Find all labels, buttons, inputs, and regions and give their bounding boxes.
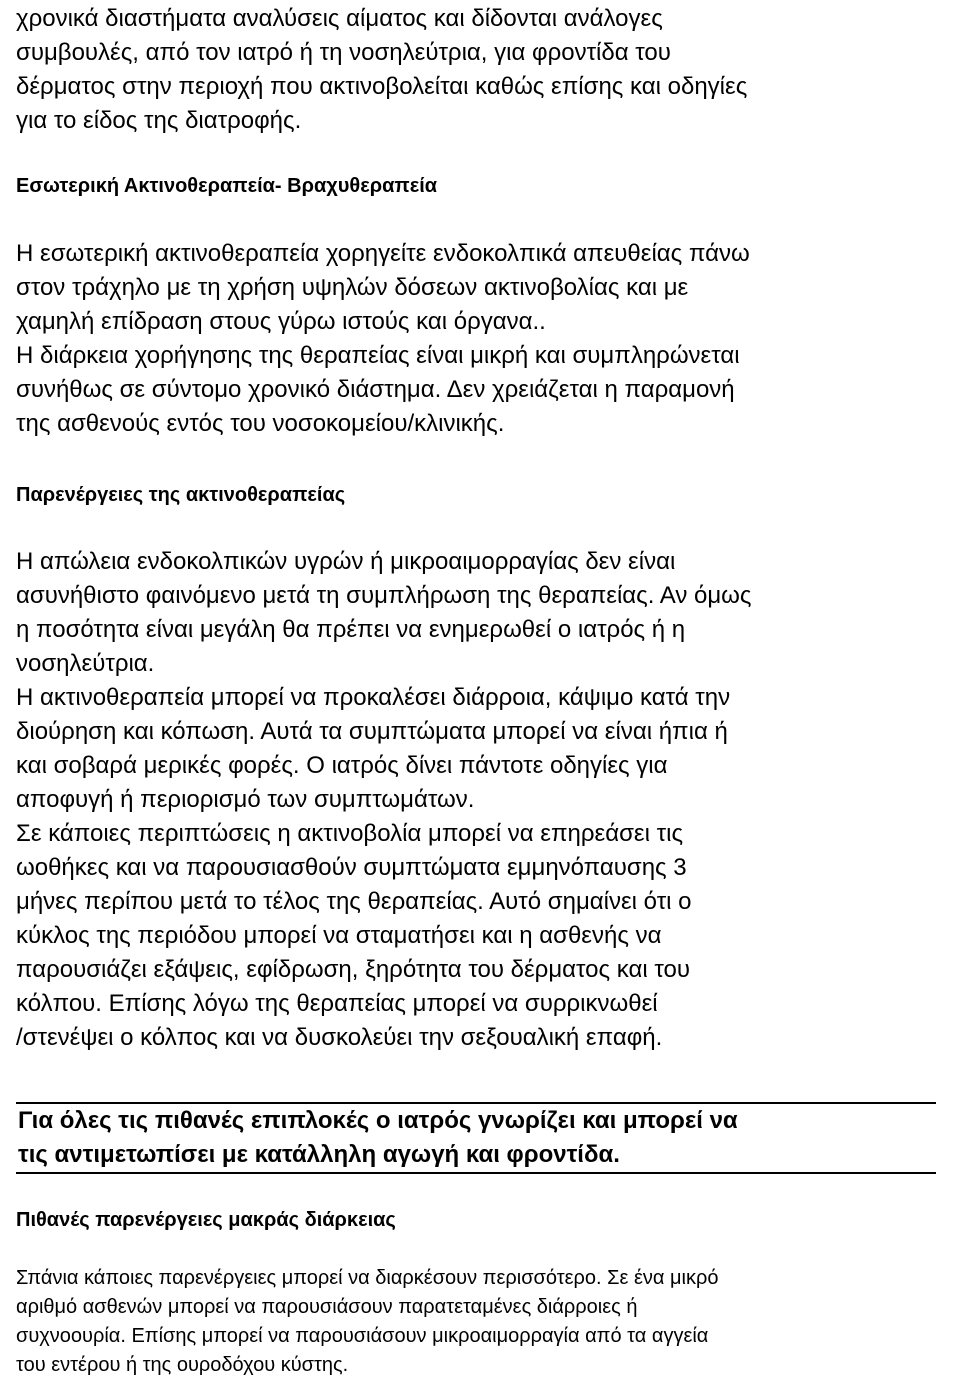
text-line: αποφυγή ή περιορισμό των συμπτωμάτων. <box>16 786 475 813</box>
text-line: Σε κάποιες περιπτώσεις η ακτινοβολία μπορεί να επηρεάσει τις <box>16 820 684 847</box>
side-effects-paragraph <box>16 545 751 1055</box>
text-line: αριθμό ασθενών μπορεί να παρουσιάσουν παρατεταμένες διάρροιες ή <box>16 1296 638 1318</box>
callout-line: τις αντιμετωπίσει με κατάλληλη αγωγή και φροντίδα. <box>18 1141 620 1168</box>
text-line: συνήθως σε σύντομο χρονικό διάστημα. Δεν χρειάζεται η παραμονή <box>16 376 735 403</box>
callout-line: Για όλες τις πιθανές επιπλοκές ο ιατρός γνωρίζει και μπορεί να <box>18 1107 738 1134</box>
section-heading-side-effects: Παρενέργειες της ακτινοθεραπείας <box>16 484 346 506</box>
text-line: συμβουλές, από τον ιατρό ή τη νοσηλεύτρια, για φροντίδα του <box>16 39 671 66</box>
text-line: συχνοουρία. Επίσης μπορεί να παρουσιάσουν μικροαιμορραγία από τα αγγεία <box>16 1325 709 1347</box>
text-line: /στενέψει ο κόλπος και να δυσκολεύει την σεξουαλική επαφή. <box>16 1024 663 1051</box>
text-line: χαμηλή επίδραση στους γύρω ιστούς και όργανα.. <box>16 308 546 335</box>
text-line: νοσηλεύτρια. <box>16 650 155 677</box>
text-line: στον τράχηλο με τη χρήση υψηλών δόσεων ακτινοβολίας και με <box>16 274 689 301</box>
text-line: Η διάρκεια χορήγησης της θεραπείας είναι μικρή και συμπληρώνεται <box>16 342 740 369</box>
text-line: ωοθήκες και να παρουσιασθούν συμπτώματα εμμηνόπαυσης 3 <box>16 854 687 881</box>
text-line: μήνες περίπου μετά το τέλος της θεραπείας. Αυτό σημαίνει ότι ο <box>16 888 692 915</box>
text-line: Σπάνια κάποιες παρενέργειες μπορεί να διαρκέσουν περισσότερο. Σε ένα μικρό <box>16 1267 719 1289</box>
text-line: χρονικά διαστήματα αναλύσεις αίματος και δίδονται ανάλογες <box>16 5 663 32</box>
text-line: του εντέρου ή της ουροδόχου κύστης. <box>16 1354 349 1376</box>
text-line: η ποσότητα είναι μεγάλη θα πρέπει να ενημερωθεί ο ιατρός ή η <box>16 616 686 643</box>
text-line: διούρηση και κόπωση. Αυτά τα συμπτώματα μπορεί να είναι ήπια ή <box>16 718 728 745</box>
text-line: δέρματος στην περιοχή που ακτινοβολείται καθώς επίσης και οδηγίες <box>16 73 748 100</box>
text-line: Η απώλεια ενδοκολπικών υγρών ή μικροαιμορραγίας δεν είναι <box>16 548 676 575</box>
text-line: κύκλος της περιόδου μπορεί να σταματήσει και η ασθενής να <box>16 922 662 949</box>
text-line: ασυνήθιστο φαινόμενο μετά τη συμπλήρωση της θεραπείας. Αν όμως <box>16 582 752 609</box>
text-line: Η εσωτερική ακτινοθεραπεία χορηγείτε ενδοκολπικά απευθείας πάνω <box>16 240 750 267</box>
text-line: για το είδος της διατροφής. <box>16 107 302 134</box>
brachytherapy-paragraph <box>16 237 750 441</box>
long-term-paragraph <box>16 1264 719 1380</box>
text-line: και σοβαρά μερικές φορές. Ο ιατρός δίνει πάντοτε οδηγίες για <box>16 752 668 779</box>
text-line: Η ακτινοθεραπεία μπορεί να προκαλέσει διάρροια, κάψιμο κατά την <box>16 684 731 711</box>
intro-paragraph <box>16 2 747 138</box>
section-heading-brachytherapy: Εσωτερική Ακτινοθεραπεία- Βραχυθεραπεία <box>16 175 438 197</box>
text-line: παρουσιάζει εξάψεις, εφίδρωση, ξηρότητα του δέρματος και του <box>16 956 690 983</box>
text-line: της ασθενούς εντός του νοσοκομείου/κλινικής. <box>16 410 505 437</box>
section-heading-long-term: Πιθανές παρενέργειες μακράς διάρκειας <box>16 1209 396 1231</box>
text-line: κόλπου. Επίσης λόγω της θεραπείας μπορεί να συρρικνωθεί <box>16 990 658 1017</box>
callout-box <box>16 1102 936 1174</box>
